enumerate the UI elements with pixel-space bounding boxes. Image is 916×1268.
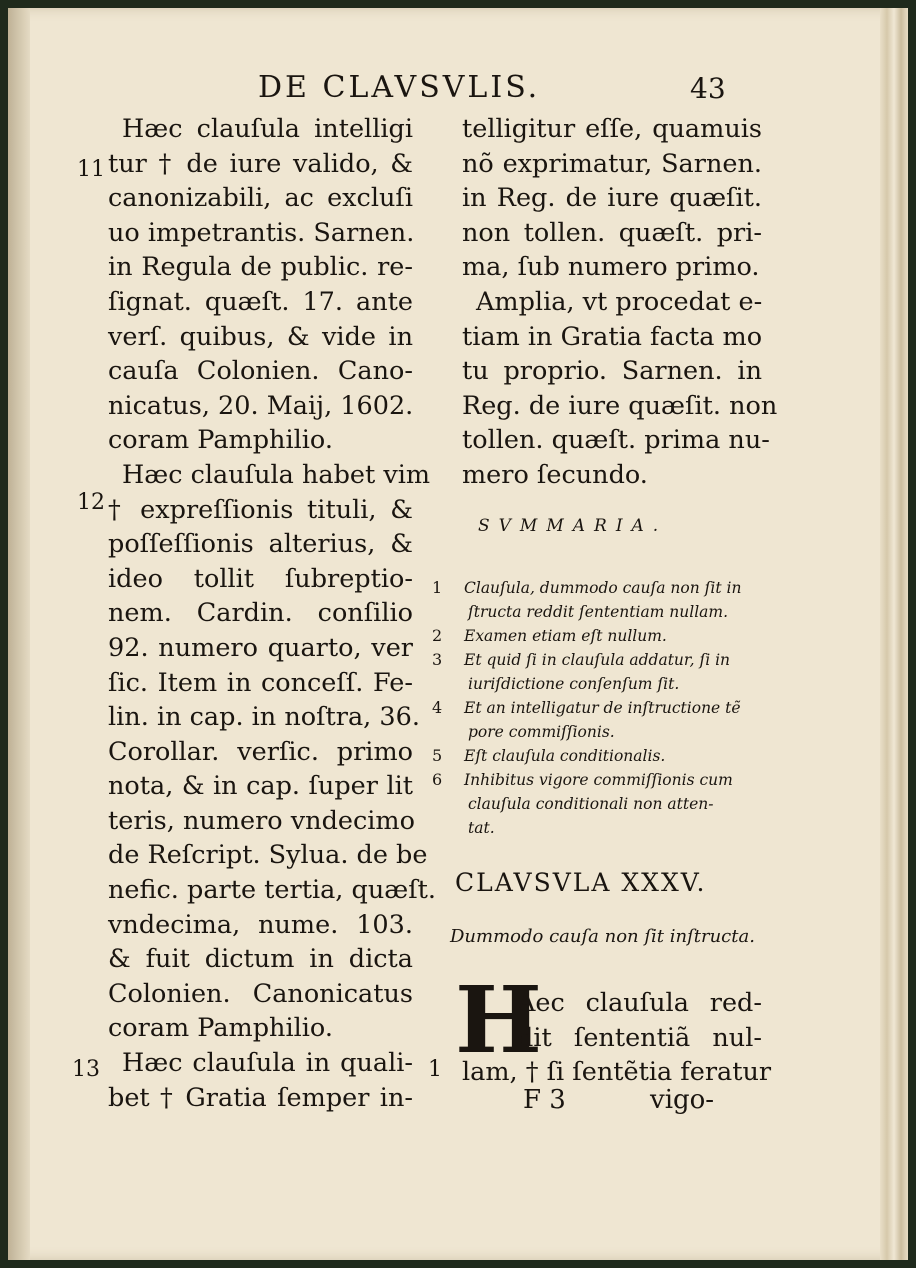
text-line: tiam in Gratia facta mo — [462, 321, 763, 352]
text-line: Aec clauſula red- — [517, 988, 762, 1018]
summaria-text: Inhibitus vigore commiſſionis cum — [464, 771, 733, 789]
catchword: vigo- — [650, 1085, 715, 1115]
text-line: de Reſcript. Sylua. de be — [108, 840, 428, 871]
page-gutter — [8, 8, 30, 1260]
clausula-text — [462, 986, 772, 1090]
summaria-text: tat. — [468, 819, 495, 837]
left-column — [108, 112, 437, 1115]
summaria-number: 2 — [432, 626, 443, 645]
clausula-subtitle: Dummodo cauſa non ſit inſtructa. — [450, 926, 755, 947]
text-line: in Reg. de iure quæſit. — [462, 183, 762, 214]
text-line: Hæc clauſula in quali- — [122, 1048, 413, 1079]
margin-number-12: 12 — [77, 490, 105, 515]
text-line: 92. numero quarto, ver — [108, 632, 413, 663]
drop-cap: H — [455, 966, 542, 1074]
text-line: coram Pamphilio. — [108, 425, 333, 456]
text-line: tu proprio. Sarnen. in — [462, 356, 762, 387]
summaria-item — [432, 768, 772, 840]
summaria-text: ſtructa reddit ſententiam nullam. — [468, 603, 729, 621]
text-line: uo impetrantis. Sarnen. — [108, 217, 415, 248]
text-line: tur † de iure valido, & — [108, 148, 413, 179]
text-line: Corollar. verſic. primo — [108, 736, 413, 767]
summaria-text: pore commiſſionis. — [468, 723, 615, 741]
text-line: nem. Cardin. conſilio — [108, 598, 413, 629]
right-column — [462, 112, 778, 493]
summaria-item — [432, 576, 772, 624]
text-line: ma, ſub numero primo. — [462, 252, 760, 283]
text-line: poſſeſſionis alterius, & — [108, 529, 413, 560]
text-line: & fuit dictum in dicta — [108, 944, 413, 975]
text-line: ideo tollit ſubreptio- — [108, 563, 413, 594]
summaria-number: 6 — [432, 770, 443, 789]
margin-number-11: 11 — [77, 157, 105, 182]
summaria-number: 3 — [432, 650, 443, 669]
summaria-item — [432, 744, 772, 768]
text-line: mero ſecundo. — [462, 459, 648, 490]
text-line: Amplia, vt procedat e- — [476, 286, 763, 317]
text-line: nefic. parte tertia, quæſt. — [108, 875, 437, 906]
summaria-text: iuriſdictione conſenſum ſit. — [468, 675, 680, 693]
text-line: Hæc clauſula intelligi — [122, 114, 413, 144]
text-line: Colonien. Canonicatus — [108, 978, 413, 1009]
summaria-number: 4 — [432, 698, 443, 717]
summaria-text: Clauſula, dummodo cauſa non ſit in — [464, 579, 742, 597]
text-line: Hæc clauſula habet vim — [122, 459, 431, 490]
margin-number-13: 13 — [72, 1057, 100, 1082]
text-line: coram Pamphilio. — [108, 1013, 333, 1044]
text-line: Reg. de iure quæſit. non — [462, 390, 778, 421]
text-line: cauſa Colonien. Cano- — [108, 356, 413, 387]
summaria-list — [432, 576, 772, 840]
text-line: nota, & in cap. ſuper lit — [108, 771, 413, 802]
text-line: ſignat. quæſt. 17. ante — [108, 286, 413, 317]
summaria-text: Et quid ſi in clauſula addatur, ſi in — [464, 651, 731, 669]
summaria-text: Examen etiam eſt nullum. — [464, 627, 667, 645]
text-line: nicatus, 20. Maij, 1602. — [108, 390, 414, 421]
summaria-number: 5 — [432, 746, 443, 765]
text-line: bet † Gratia ſemper in- — [108, 1082, 413, 1113]
text-line: lam, † ſi ſentẽtia feratur — [462, 1057, 772, 1088]
text-line: verſ. quibus, & vide in — [108, 321, 413, 352]
text-line: teris, numero vndecimo — [108, 805, 415, 836]
clausula-title: CLAVSVLA XXXV. — [455, 868, 707, 897]
text-line: lin. in cap. in noſtra, 36. — [108, 702, 420, 733]
summaria-number: 1 — [432, 578, 443, 597]
summaria-text: Eſt clauſula conditionalis. — [464, 747, 666, 765]
text-line: canonizabili, ac excluſi — [108, 183, 413, 214]
signature-mark: F 3 — [523, 1085, 566, 1115]
summaria-text: Et an intelligatur de inſtructione tẽ — [464, 699, 741, 717]
text-line: ſic. Item in conceſſ. Fe- — [108, 667, 413, 698]
text-line: nõ exprimatur, Sarnen. — [462, 148, 762, 179]
text-line: in Regula de public. re- — [108, 252, 413, 283]
summaria-item — [432, 696, 772, 744]
text-line: dit ſententiã nul- — [517, 1022, 762, 1053]
page-edges — [880, 8, 908, 1260]
text-line: tollen. quæſt. prima nu- — [462, 425, 770, 456]
text-line: telligitur eſſe, quamuis — [462, 114, 762, 144]
text-line: † expreſſionis tituli, & — [108, 494, 413, 525]
summaria-item — [432, 624, 772, 648]
summaria-item — [432, 648, 772, 696]
running-header: DE CLAVSVLIS. — [258, 70, 541, 105]
text-line: vndecima, nume. 103. — [108, 909, 413, 940]
summaria-heading: SVMMARIA. — [478, 516, 668, 536]
folio-number: 43 — [690, 72, 726, 105]
margin-number-1: 1 — [428, 1057, 442, 1082]
text-line: non tollen. quæſt. pri- — [462, 217, 762, 248]
summaria-text: clauſula conditionali non atten- — [468, 795, 714, 813]
